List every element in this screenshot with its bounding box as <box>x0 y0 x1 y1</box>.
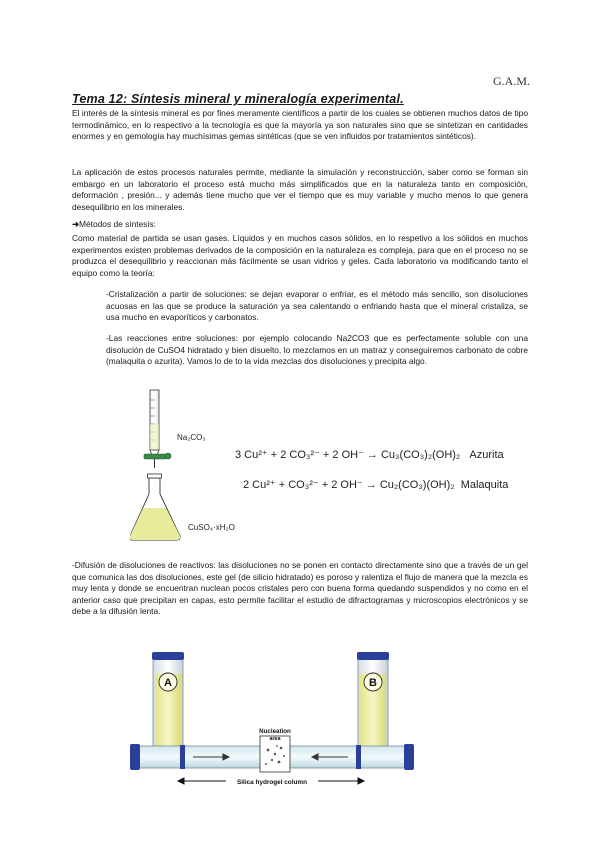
methods-heading-text: Métodos de síntesis: <box>79 219 156 229</box>
tube-a-label: A <box>164 677 172 689</box>
paragraph-reactions: -Las reacciones entre soluciones: por ejemplo colocando Na2CO3 que es perfectamente soluble con una disolución de CuSO4 hidratado y bien disuelto, lo mezclamos en un matraz y conseguiremos carbonato de cobre (malaquita o azurita). Vamos lo de to la vida mezclas dos disoluciones y precipita algo. <box>106 333 528 367</box>
paragraph-diffusion: -Difusión de disoluciones de reactivos: las disoluciones no se ponen en contacto directamente sino que a través de un gel que comunica las dos disoluciones, este gel (de silicio hidratado) es poroso y ralentiza el flujo de manera que la mezcla es muy lenta y donde se encuentran nuclean pocos cristales pero con buena forma quedando suspendidos y no como en el anterior caso que precipitan en capas, esto permite facilitar el estudio de difractogramas y microscopios electrónicos y se debe a la difusión lenta. <box>72 560 528 617</box>
equation-azurite-formula: 3 Cu²⁺ + 2 CO₃²⁻ + 2 OH⁻ → Cu₃(CO₃)₂(OH)₂ <box>235 449 461 461</box>
nucleation-area-label: area <box>269 736 281 742</box>
column-label: Silica hydrogel column <box>237 779 307 786</box>
paragraph-materials: Como material de partida se usan gases. Líquidos y en muchos casos sólidos, en lo respetivo a los sólidos en muchos experimentos existen problemas derivados de la composición en la naturaleza es compleja, para que en el proceso no se produzca el desequilibrio y reaccionan más fácilmente se usan vidrios y geles. Cada laboratorio va modificando tanto el equipo como la teoría: <box>72 233 528 278</box>
equation-malachite-name: Malaquita <box>460 479 509 491</box>
tube-a-cap <box>152 652 184 660</box>
equation-azurite-name: Azurita <box>469 449 504 461</box>
tube-b-cap <box>357 652 389 660</box>
tube-b-label: B <box>369 677 377 689</box>
paragraph-application: La aplicación de estos procesos naturales permite, mediante la simulación y reconstrucción, saber como se forman sin embargo en un laboratorio el proceso está mucho más simplificados que en la naturaleza tanto en composición, deformación , presión... y además tiene mucho que ver el tiempo que es muy variable y mucho menos lo que genera desequilibrio en los minerales. <box>72 167 528 212</box>
diffusion-apparatus-figure <box>128 650 418 792</box>
page-title: Tema 12: Síntesis mineral y mineralogía experimental. <box>72 92 404 106</box>
equation-azurite <box>235 448 504 461</box>
arrow-icon: ➜ <box>72 219 80 229</box>
author-initials: G.A.M. <box>492 74 530 88</box>
burette-label: Na₂CO₃ <box>177 433 206 442</box>
burette-flask-figure <box>130 386 240 544</box>
methods-heading <box>72 219 528 231</box>
paragraph-intro: El interés de la síntesis mineral es por fines meramente científicos a partir de los cuales se obtienen muchos datos de tipo termodinámico, en lo respectivo a la tecnología es que la mayoría ya son naturales sino que se sintetizan en cantidades enormes y en gemología hay muchísimas gemas sintéticas (que se ven influidos por tratamientos sintéticos). <box>72 108 528 142</box>
equation-malachite-formula: 2 Cu²⁺ + CO₃²⁻ + 2 OH⁻ → Cu₂(CO₃)(OH)₂ <box>243 479 455 491</box>
stopcock-icon <box>144 454 166 459</box>
flask-label: CuSO₄·xH₂O <box>188 523 235 532</box>
paragraph-crystallization: -Cristalización a partir de soluciones: se dejan evaporar o enfriar, es el método más sencillo, son disoluciones acuosas en las que se produce la saturación ya sea calentando o enfriando hasta que el mineral cristaliza, se usa mucho en evaporíticos y carbonatos. <box>106 289 528 323</box>
nucleation-label: Nucleation <box>259 728 291 735</box>
equation-malachite <box>243 478 508 491</box>
